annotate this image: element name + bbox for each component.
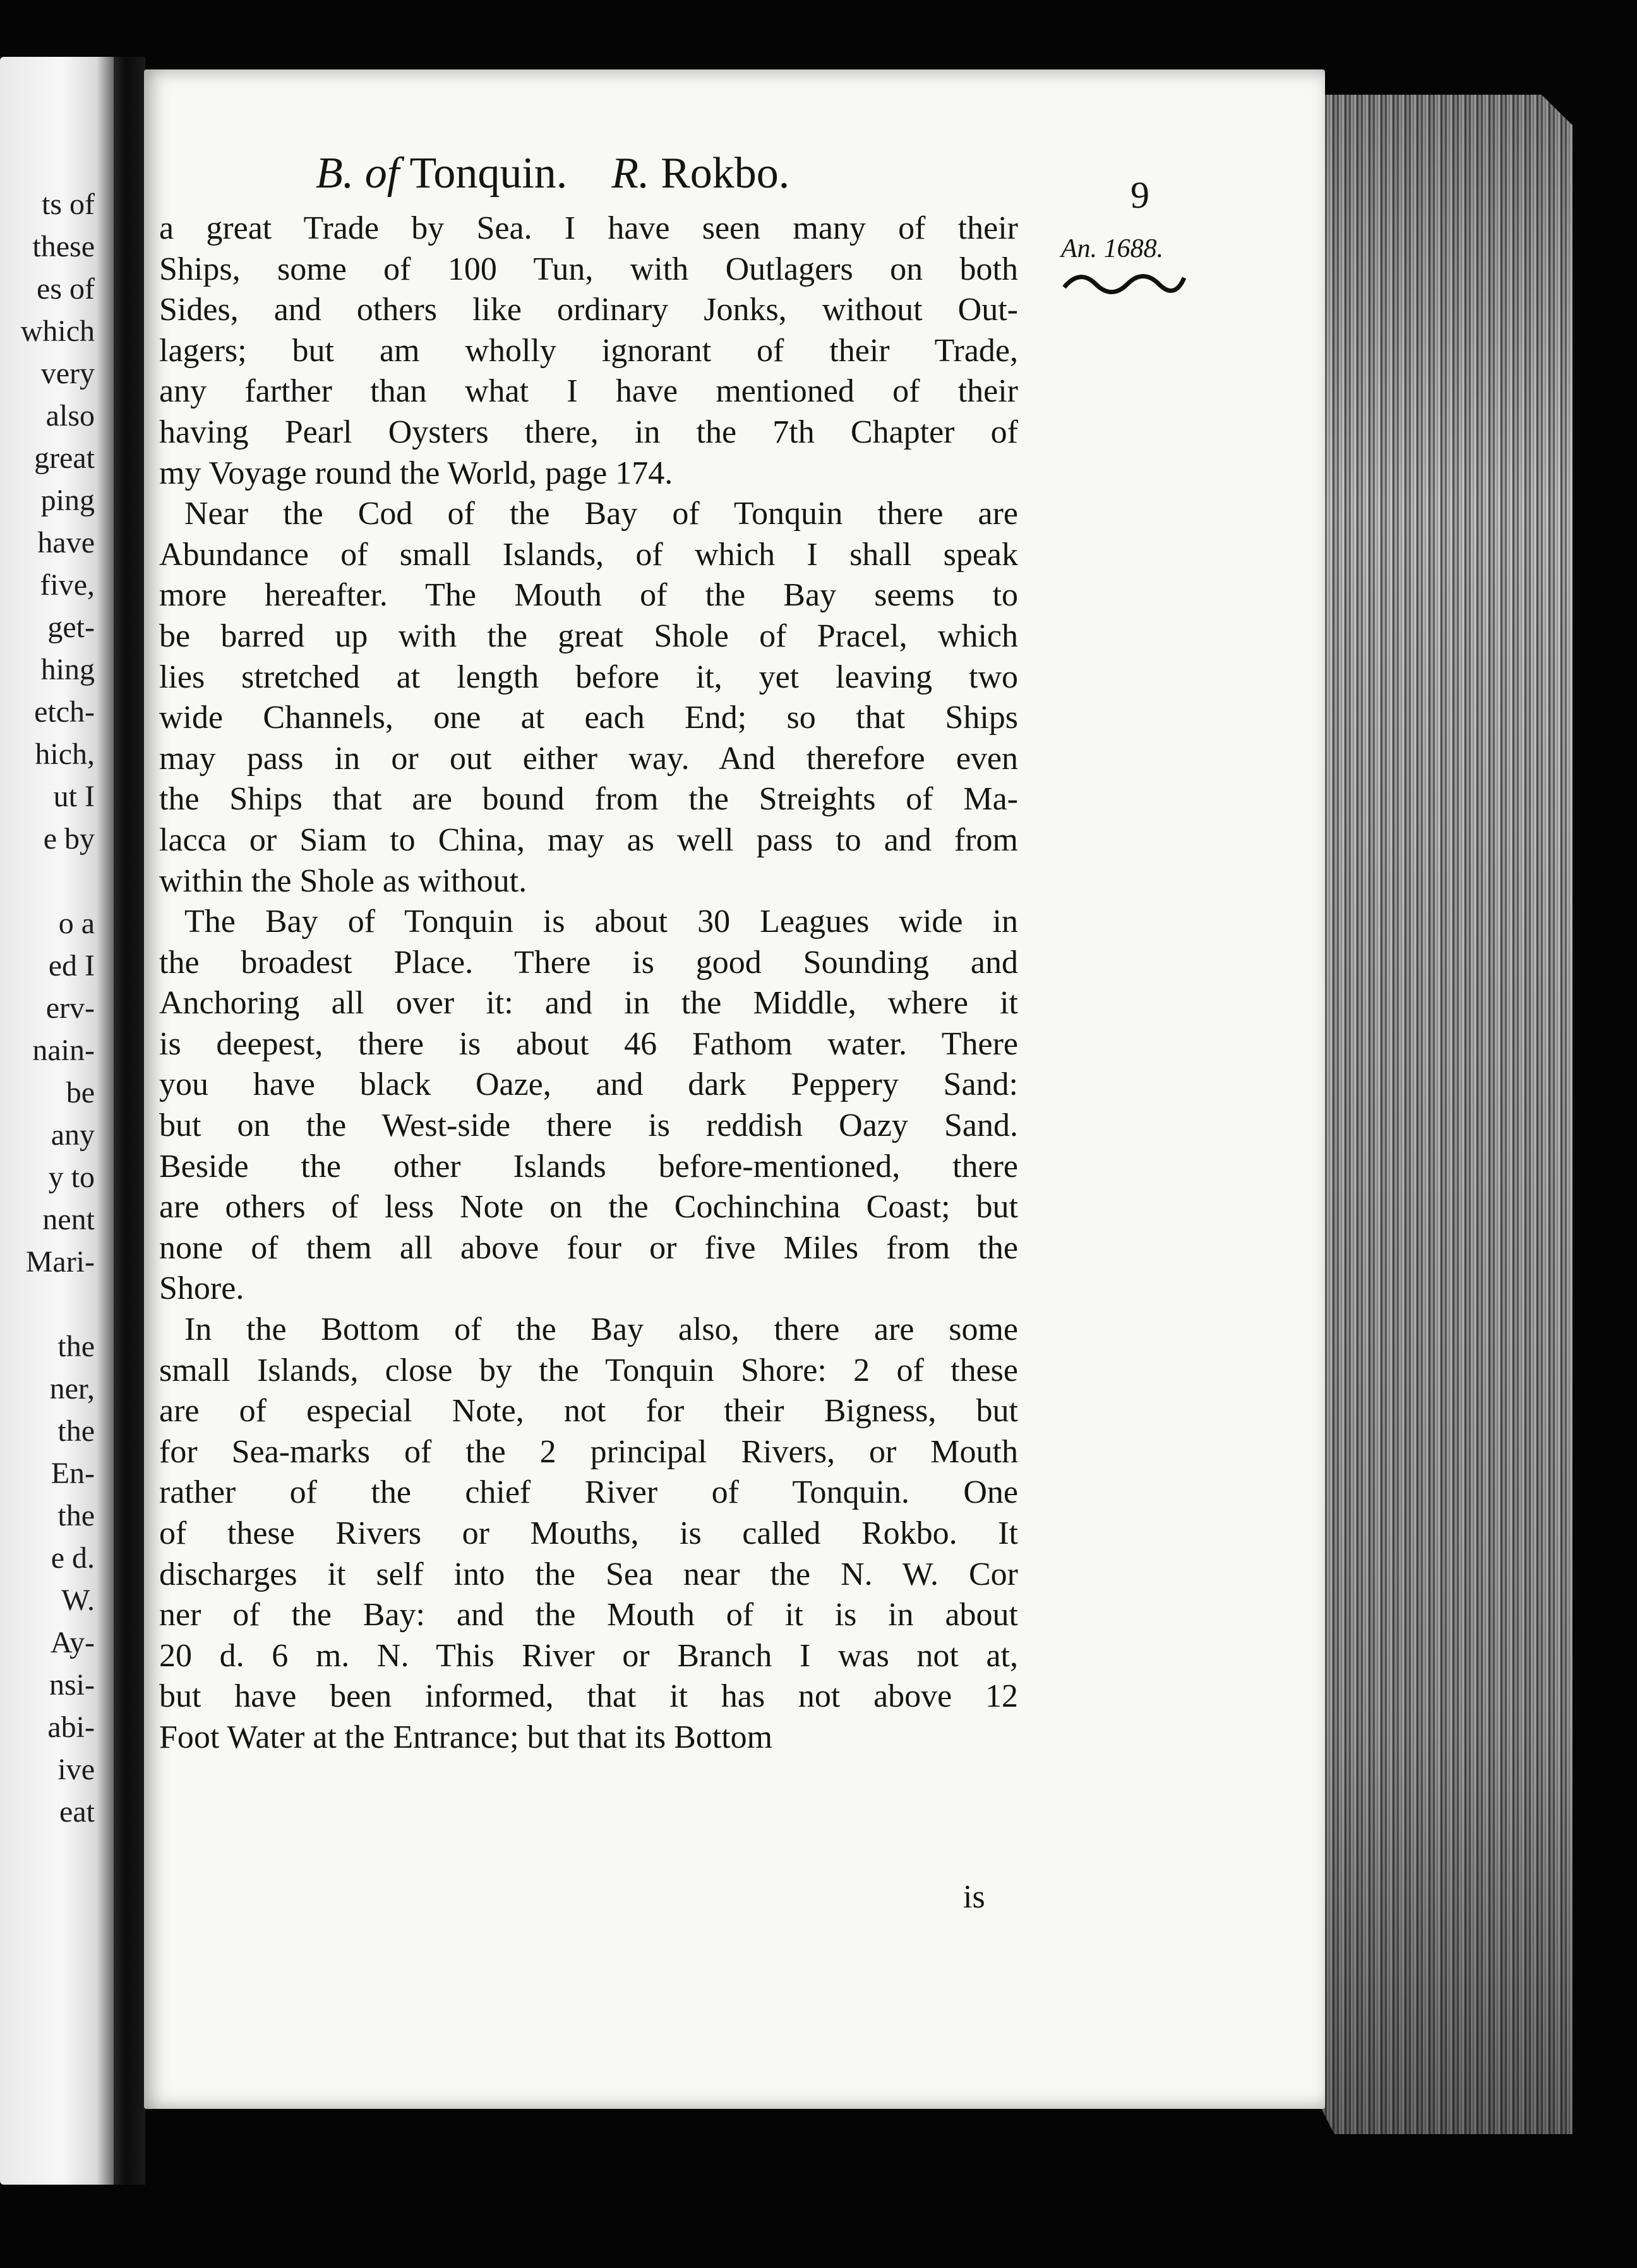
text-line: any farther than what I have mentioned of their: [159, 373, 1018, 410]
margin-swash-ornament: [1061, 265, 1187, 303]
left-page-fragment: o a: [58, 907, 95, 940]
left-page-fragment: the: [57, 1499, 95, 1532]
text-line: may pass in or out either way. And therefore even: [159, 740, 1018, 777]
text-line: none of them all above four or five Miles from the: [159, 1229, 1018, 1266]
text-line: The Bay of Tonquin is about 30 Leagues wide in: [184, 904, 1018, 940]
text-line: 20 d. 6 m. N. This River or Branch I was not at,: [159, 1637, 1018, 1674]
text-line: Beside the other Islands before-mentioned, there: [159, 1148, 1018, 1185]
left-page-fragment: eat: [59, 1795, 95, 1829]
text-line: you have black Oaze, and dark Peppery Sand:: [159, 1066, 1018, 1103]
left-page-text-fragments: [21, 183, 95, 1833]
left-page-fragment: be: [66, 1076, 95, 1109]
left-page-fragment: ping: [40, 484, 95, 517]
text-line: rather of the chief River of Tonquin. One: [159, 1474, 1018, 1511]
header-left-title: Tonquin.: [409, 149, 568, 198]
header-left-abbrev: B.: [316, 149, 354, 198]
body-text: [159, 208, 1018, 1758]
left-page-fragment: ner,: [49, 1372, 95, 1406]
text-line: lies stretched at length before it, yet leaving two: [159, 659, 1018, 695]
left-page-fragment: etch-: [34, 695, 95, 729]
text-line: small Islands, close by the Tonquin Shore: 2 of these: [159, 1352, 1018, 1388]
text-line: are of especial Note, not for their Bigness, but: [159, 1393, 1018, 1429]
left-page-fragment: very: [40, 357, 95, 390]
left-page-fragment: abi-: [47, 1710, 95, 1744]
text-line: is deepest, there is about 46 Fathom water. There: [159, 1025, 1018, 1062]
text-line: Foot Water at the Entrance; but that its Bottom: [159, 1719, 773, 1755]
left-page-edge: [0, 57, 114, 2185]
page-number: 9: [1130, 174, 1149, 216]
text-line: are others of less Note on the Cochinchina Coast; but: [159, 1189, 1018, 1226]
text-line: Abundance of small Islands, of which I shall speak: [159, 536, 1018, 573]
left-page-fragment: e by: [43, 822, 95, 856]
left-page-fragment: hich,: [35, 737, 95, 771]
text-line: more hereafter. The Mouth of the Bay seems to: [159, 577, 1018, 614]
left-page-fragment: Ay-: [50, 1626, 95, 1659]
left-page-fragment: y to: [48, 1161, 95, 1194]
header-left-word: of: [364, 149, 400, 198]
running-header: [316, 148, 947, 212]
text-line: Sides, and others like ordinary Jonks, without Out-: [159, 292, 1018, 328]
left-page-fragment: which: [20, 314, 95, 348]
left-page-fragment: ive: [57, 1753, 95, 1786]
text-line: but on the West-side there is reddish Oazy Sand.: [159, 1107, 1018, 1144]
text-line: ner of the Bay: and the Mouth of it is in about: [159, 1597, 1018, 1633]
text-line: lagers; but am wholly ignorant of their Trade,: [159, 332, 1018, 369]
left-page-fragment: Mari-: [25, 1245, 95, 1279]
text-line: Shore.: [159, 1270, 244, 1307]
text-line: the broadest Place. There is good Sounding and: [159, 944, 1018, 981]
left-page-fragment: nain-: [32, 1034, 95, 1067]
left-page-fragment: five,: [40, 568, 95, 602]
left-page-fragment: En-: [51, 1457, 95, 1490]
left-page-fragment: hing: [40, 653, 95, 686]
page-fore-edge-shade: [1314, 95, 1573, 2134]
header-right-title: Rokbo.: [661, 149, 790, 198]
left-page-fragment: nsi-: [49, 1668, 95, 1702]
left-page-fragment: e d.: [51, 1541, 95, 1575]
text-line: a great Trade by Sea. I have seen many of their: [159, 210, 1018, 246]
left-page-fragment: nent: [42, 1203, 95, 1236]
text-line: discharges it self into the Sea near the N. W. Cor: [159, 1556, 1018, 1592]
left-page-fragment: [21, 860, 95, 902]
left-page-fragment: ts of: [42, 188, 95, 221]
book-gutter: [114, 57, 145, 2185]
left-page-fragment: W.: [61, 1584, 95, 1617]
left-page-fragment: have: [37, 526, 95, 559]
text-line: of these Rivers or Mouths, is called Rokbo. It: [159, 1515, 1018, 1551]
text-line: Near the Cod of the Bay of Tonquin there are: [184, 496, 1018, 532]
left-page-fragment: ed I: [48, 949, 95, 982]
text-line: lacca or Siam to China, may as well pass to and from: [159, 821, 1018, 858]
margin-note-year: An. 1688.: [1061, 234, 1164, 263]
text-line: Anchoring all over it: and in the Middle, where it: [159, 985, 1018, 1022]
header-right-abbrev: R.: [611, 149, 650, 198]
text-line: wide Channels, one at each End; so that Ships: [159, 700, 1018, 736]
left-page-fragment: these: [32, 230, 95, 263]
text-line: within the Shole as without.: [159, 862, 527, 899]
left-page-fragment: get-: [47, 611, 95, 644]
text-line: Ships, some of 100 Tun, with Outlagers on both: [159, 251, 1018, 287]
left-page-fragment: the: [57, 1330, 95, 1363]
left-page-fragment: ut I: [53, 780, 95, 813]
text-line: but have been informed, that it has not above 12: [159, 1678, 1018, 1715]
left-page-fragment: any: [51, 1118, 95, 1152]
text-line: my Voyage round the World, page 174.: [159, 455, 673, 491]
left-page-fragment: erv-: [45, 991, 95, 1025]
left-page-fragment: [21, 1283, 95, 1325]
left-page-fragment: es of: [37, 272, 95, 306]
catchword: is: [963, 1879, 985, 1915]
text-line: the Ships that are bound from the Streights of Ma-: [159, 781, 1018, 818]
left-page-fragment: also: [45, 399, 95, 433]
left-page-fragment: the: [57, 1414, 95, 1448]
left-page-fragment: great: [34, 441, 95, 475]
text-line: for Sea-marks of the 2 principal Rivers, or Mouth: [159, 1433, 1018, 1470]
text-line: be barred up with the great Shole of Pracel, which: [159, 618, 1018, 654]
text-line: In the Bottom of the Bay also, there are some: [184, 1311, 1018, 1348]
text-line: having Pearl Oysters there, in the 7th Chapter of: [159, 414, 1018, 450]
